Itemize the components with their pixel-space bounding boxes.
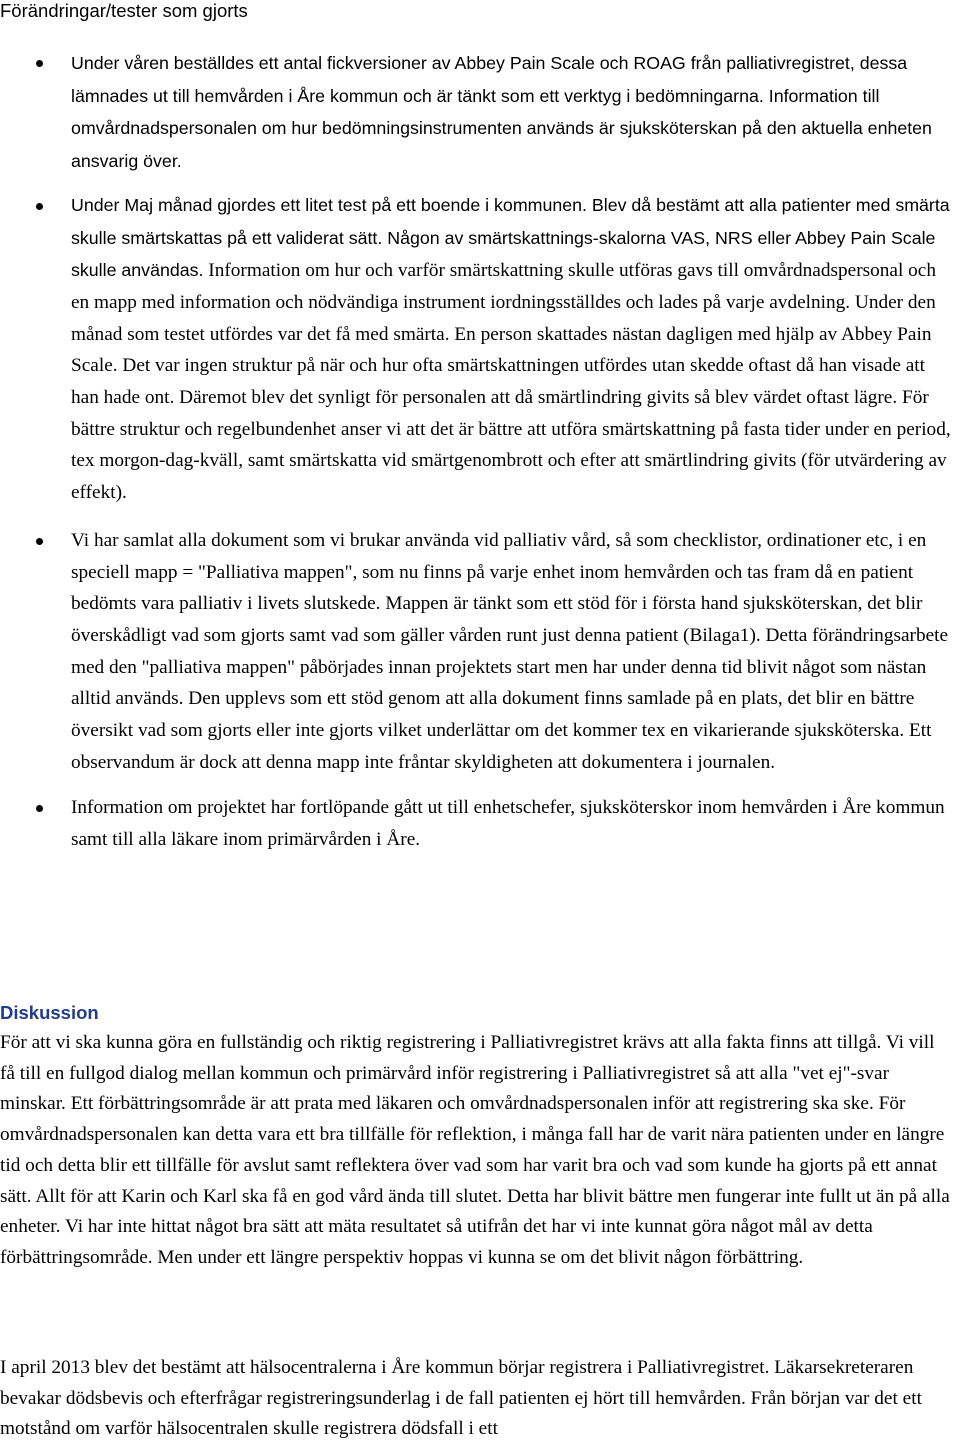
april-section xyxy=(0,1353,952,1445)
april-paragraph: I april 2013 blev det bestämt att hälsocentralerna i Åre kommun börjar registrera i Palliativregistret. Läkarsekreteraren bevakar dödsbevis och efterfrågar registreringsunderlag i de fall patienten ej hört till hemvården. Från början var det ett motstånd om varför hälsocentralen skulle registrera dödsfall i ett xyxy=(0,1357,922,1440)
bullet-paragraph xyxy=(71,792,952,856)
bullet-list xyxy=(0,48,960,857)
bullet-dot-icon xyxy=(36,203,43,210)
bullet-text-sans: Under Maj månad gjordes ett litet test på ett boende i kommunen. Blev då bestämt att alla patienter med smärta skulle smärtskattas på ett validerat sätt. Någon av smärtskattnings-skalorna VAS, NRS eller Abbey Pain Scale skulle användas. xyxy=(71,194,950,281)
bullet-item-palliative-folder xyxy=(0,525,960,780)
bullet-paragraph xyxy=(71,190,952,510)
bullet-paragraph xyxy=(71,525,952,780)
bullet-text-serif: Information om hur och varför smärtskattning skulle utföras gavs till omvårdnadspersonal och en mapp med information och nödvändiga instrument iordningsställdes och lades på varje avdelning. Under den månad som testet utfördes var det få med smärta. En person skattades nästan dagligen med hjälp av Abbey Pain Scale. Det var ingen struktur på när och hur ofta smärtskattningen utfördes utan skedde oftast då han visade att han hade ont. Däremot blev det synligt för personalen att då smärtlindring givits så blev värdet oftast lägre. För bättre struktur och regelbundenhet anser vi att det är bättre att utföra smärtskattning på fasta tider under en period, tex morgon-dag-kväll, samt smärtskatta vid smärtgenombrott och efter att smärtlindring givits (för utvärdering av effekt). xyxy=(71,260,951,504)
bullet-text-serif: Vi har samlat alla dokument som vi brukar använda vid palliativ vård, så som checklistor, ordinationer etc, i en speciell mapp = "Palliativa mappen", som nu finns på varje enhet inom hemvården och tas fram då en patient bedömts vara palliativ i livets slutskede. Mappen är tänkt som ett stöd för i första hand sjuksköterskan, det blir överskådligt vad som gjorts samt vad som gäller vården runt just denna patient (Bilaga1). Detta förändringsarbete med den "palliativa mappen" påbörjades innan projektets start men har under denna tid blivit något som nästan alltid används. Den upplevs som ett stöd genom att alla dokument finns samlade på en plats, det blir en bättre översikt vad som gjorts eller inte gjorts vilket underlättar om det kommer tex en vikarierande sjuksköterska. Ett observandum är dock att denna mapp inte fråntar skyldigheten att dokumentera i journalen. xyxy=(71,529,949,773)
bullet-text-sans: Under våren beställdes ett antal fickversioner av Abbey Pain Scale och ROAG från palliativregistret, dessa lämnades ut till hemvården i Åre kommun och är tänkt som ett verktyg i bedömningarna. Information till omvårdnadspersonalen om hur bedömningsinstrumenten används är sjuksköterskan på den aktuella enheten ansvarig över. xyxy=(71,53,932,172)
section-heading-changes: Förändringar/tester som gjorts xyxy=(0,0,248,21)
bullet-dot-icon xyxy=(36,538,43,545)
bullet-text-serif: Information om projektet har fortlöpande gått ut till enhetschefer, sjuksköterskor inom hemvården i Åre kommun samt till alla läkare inom primärvården i Åre. xyxy=(71,797,945,851)
bullet-item-project-information xyxy=(0,792,960,856)
discussion-paragraph: För att vi ska kunna göra en fullständig och riktig registrering i Palliativregistret krävs att alla fakta finns att tillgå. Vi vill få till en fullgod dialog mellan kommun och primärvård inför registrering i Palliativregistret så att alla "vet ej"-svar minskar. Ett förbättringsområde är att prata med läkaren och omvårdnadspersonalen inför att registrering ska ske. För omvårdnadspersonalen kan detta vara ett bra tillfälle för reflektion, i många fall har de varit nära patienten under en längre tid och detta blir ett tillfälle för avslut samt reflektera över vad som har varit bra och vad som kunde ha gjorts på ett annat sätt. Allt för att Karin och Karl ska få en god vård ända till slutet. Detta har blivit bättre men fungerar inte fullt ut än på alla enheter. Vi har inte hittat något bra sätt att mäta resultatet så utifrån det har vi inte kunnat göra något mål av detta förbättringsområde. Men under ett längre perspektiv hoppas vi kunna se om det blivit någon förbättring. xyxy=(0,1032,950,1268)
bullet-dot-icon xyxy=(36,60,43,67)
bullet-item-may-test xyxy=(0,190,960,510)
bullet-item-pocket-versions xyxy=(0,48,960,179)
bullet-paragraph xyxy=(71,48,952,179)
discussion-heading: Diskussion xyxy=(0,1002,99,1023)
discussion-section xyxy=(0,998,952,1274)
bullet-dot-icon xyxy=(36,805,43,812)
